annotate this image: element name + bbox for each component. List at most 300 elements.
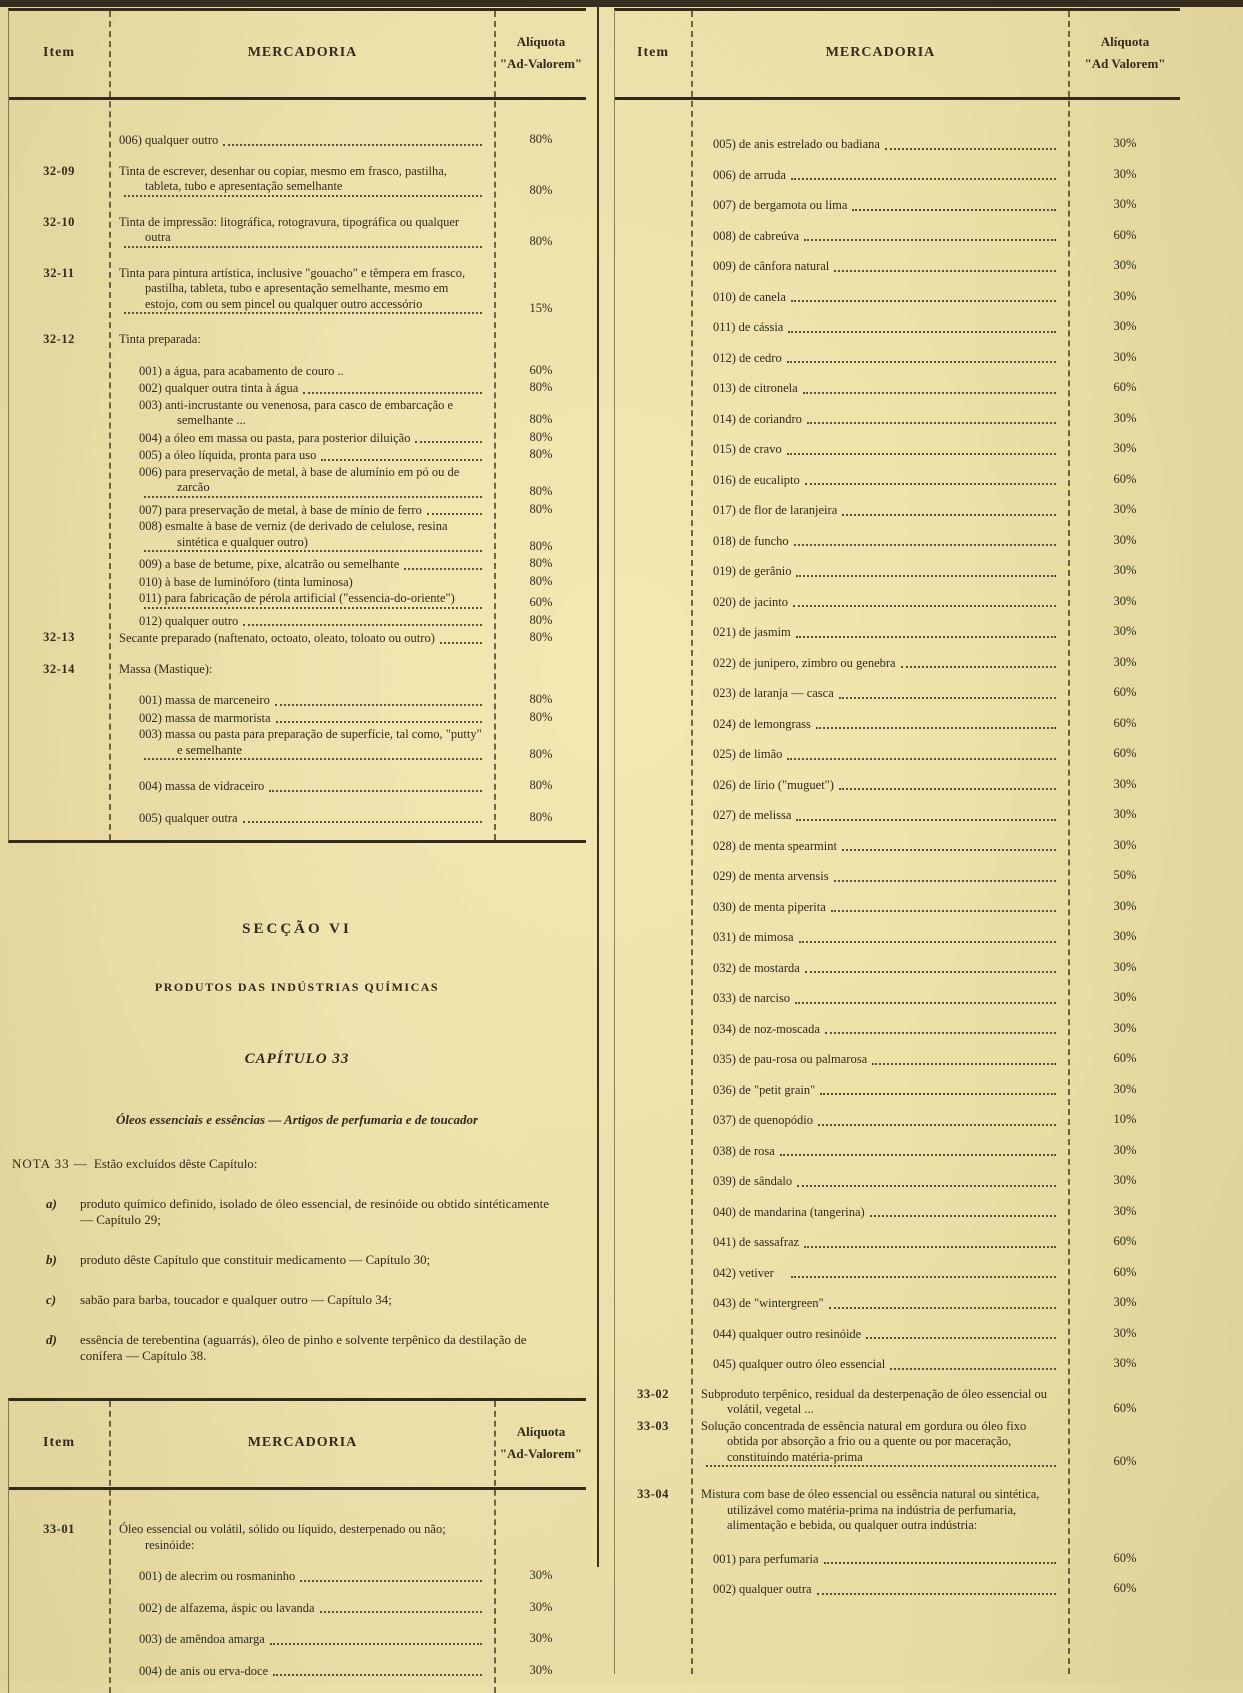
dotted-leader bbox=[820, 1093, 1056, 1095]
item-code bbox=[9, 778, 109, 795]
dotted-leader bbox=[787, 361, 1056, 363]
table-row bbox=[615, 868, 1180, 885]
table-row bbox=[9, 1522, 586, 1553]
table-row bbox=[615, 1265, 1180, 1282]
dotted-leader bbox=[793, 605, 1056, 607]
merchandise-label: 030) de menta piperita bbox=[713, 899, 826, 914]
column-rule bbox=[494, 1401, 496, 1693]
rate-value: 30% bbox=[1113, 1295, 1137, 1309]
merchandise-text bbox=[691, 289, 1070, 306]
merchandise-label: 008) de cabreúva bbox=[713, 228, 800, 243]
table-row bbox=[9, 519, 586, 555]
rate-value: 30% bbox=[1113, 959, 1137, 974]
rate-value: 80% bbox=[529, 132, 553, 146]
dotted-leader bbox=[269, 790, 482, 792]
merchandise-label: Solução concentrada de essência natural em gordura ou óleo fixo obtida por absorção a frio ou a quente ou por maceração, constituindo matéria-prima bbox=[701, 1418, 1027, 1464]
merchandise-label: 012) qualquer outro bbox=[139, 613, 239, 628]
rate-value: 30% bbox=[1113, 319, 1137, 333]
dotted-leader bbox=[415, 441, 482, 443]
scan-top-band bbox=[0, 0, 1243, 7]
merchandise-text bbox=[691, 1173, 1070, 1190]
table-row bbox=[9, 556, 586, 573]
column-rule bbox=[109, 1401, 111, 1693]
merchandise-label: 032) de mostarda bbox=[713, 960, 800, 975]
item-code bbox=[615, 502, 691, 519]
rate-value: 30% bbox=[1113, 532, 1137, 547]
merchandise-text bbox=[691, 441, 1070, 458]
merchandise-text bbox=[691, 1487, 1070, 1534]
merchandise-label: 024) de lemongrass bbox=[713, 716, 811, 731]
column-rule bbox=[109, 11, 111, 840]
merchandise-label: 003) massa ou pasta para preparação de superfície, tal como, "putty" e semelhante bbox=[139, 727, 482, 757]
table-header bbox=[9, 1401, 586, 1490]
rate-value: 80% bbox=[529, 429, 553, 444]
table-row bbox=[615, 1581, 1180, 1598]
item-code bbox=[9, 1663, 109, 1680]
dotted-leader bbox=[885, 148, 1056, 150]
dotted-leader bbox=[427, 513, 482, 515]
dotted-leader bbox=[870, 1215, 1056, 1217]
merchandise-label: 014) de coriandro bbox=[713, 411, 802, 426]
rate-value: 30% bbox=[1113, 166, 1137, 181]
merchandise-label: 010) à base de luminóforo (tinta luminosa) bbox=[139, 574, 353, 589]
table-row bbox=[615, 1487, 1180, 1534]
item-code bbox=[615, 228, 691, 245]
column-divider bbox=[597, 7, 599, 1567]
dotted-leader bbox=[866, 1337, 1056, 1339]
merchandise-text bbox=[109, 430, 496, 447]
table-row bbox=[615, 655, 1180, 672]
item-code: 32-09 bbox=[43, 163, 75, 178]
merchandise-label: 026) de lírio ("muguet") bbox=[713, 777, 834, 792]
rate-value: 30% bbox=[1113, 258, 1137, 272]
merchandise-label: Tinta de escrever, desenhar ou copiar, mesmo em frasco, pastilha, tableta, tubo e apresentação semelhante bbox=[119, 163, 447, 193]
merchandise-text bbox=[109, 778, 496, 795]
item-code bbox=[615, 289, 691, 306]
dotted-leader bbox=[440, 642, 482, 644]
table-row bbox=[615, 197, 1180, 214]
nota-label: NOTA 33 — bbox=[12, 1156, 88, 1171]
dotted-leader bbox=[818, 1124, 1056, 1126]
table-row bbox=[615, 228, 1180, 245]
col-header-aliquota bbox=[1070, 31, 1180, 75]
rate-value: 60% bbox=[1113, 1234, 1137, 1248]
merchandise-label: 037) de quenopódio bbox=[713, 1113, 813, 1127]
item-code bbox=[615, 441, 691, 458]
item-code bbox=[615, 1326, 691, 1343]
item-code bbox=[615, 1265, 691, 1282]
rate-value: 30% bbox=[1113, 1020, 1137, 1035]
merchandise-text bbox=[109, 1631, 496, 1648]
merchandise-text bbox=[109, 465, 496, 501]
note-text: essência de terebentina (aguarrás), óleo de pinho e solvente terpênico da destilação de conífera — Capítulo 38. bbox=[80, 1332, 527, 1363]
rate-value: 30% bbox=[529, 1599, 553, 1614]
dotted-leader bbox=[780, 1154, 1056, 1156]
rate-value: 30% bbox=[1113, 654, 1137, 669]
dotted-leader bbox=[791, 1276, 1056, 1278]
merchandise-label: 021) de jasmim bbox=[713, 625, 791, 639]
dotted-leader bbox=[787, 453, 1056, 455]
merchandise-text bbox=[109, 519, 496, 555]
rate-value: 60% bbox=[529, 362, 553, 377]
item-code bbox=[9, 519, 109, 555]
merchandise-label: 005) qualquer outra bbox=[139, 810, 238, 825]
dotted-leader bbox=[788, 331, 1056, 333]
merchandise-label: 001) a água, para acabamento de couro .. bbox=[139, 363, 344, 378]
merchandise-label: Subproduto terpênico, residual da desterpenação de óleo essencial ou volátil, vegetal ... bbox=[701, 1386, 1048, 1416]
merchandise-label: 012) de cedro bbox=[713, 350, 782, 365]
merchandise-label: Massa (Mastique): bbox=[119, 661, 213, 676]
merchandise-label: Tinta de impressão: litográfica, rotogravura, tipográfica ou qualquer outra bbox=[119, 214, 460, 244]
item-code bbox=[615, 960, 691, 977]
merchandise-text bbox=[109, 332, 496, 348]
merchandise-label: 005) de anis estrelado ou badiana bbox=[713, 137, 880, 151]
rate-value: 60% bbox=[1113, 1401, 1137, 1415]
item-code bbox=[9, 574, 109, 591]
item-code bbox=[615, 136, 691, 153]
merchandise-text bbox=[109, 692, 496, 709]
item-code bbox=[9, 447, 109, 464]
dotted-leader bbox=[872, 1063, 1056, 1065]
aliquota-line2: "Ad Valorem" bbox=[1084, 56, 1166, 71]
col-header-aliquota bbox=[496, 31, 586, 75]
merchandise-text bbox=[109, 398, 496, 429]
rate-value: 60% bbox=[529, 595, 553, 609]
table-row bbox=[615, 807, 1180, 824]
dotted-leader bbox=[803, 392, 1056, 394]
merchandise-text bbox=[109, 266, 496, 318]
dotted-leader bbox=[805, 971, 1056, 973]
table-row bbox=[9, 591, 586, 612]
dotted-leader bbox=[144, 607, 482, 609]
merchandise-label: 003) de amêndoa amarga bbox=[139, 1632, 265, 1646]
merchandise-label: 007) para preservação de metal, à base de mínio de ferro bbox=[139, 502, 422, 517]
item-code bbox=[615, 1051, 691, 1068]
dotted-leader bbox=[796, 819, 1056, 821]
item-code bbox=[615, 1204, 691, 1221]
merchandise-label: 006) qualquer outro bbox=[119, 133, 219, 147]
dotted-leader bbox=[805, 483, 1056, 485]
rate-value: 30% bbox=[1113, 197, 1137, 211]
item-code bbox=[615, 990, 691, 1007]
item-code bbox=[9, 363, 109, 380]
dotted-leader bbox=[270, 1643, 482, 1645]
section-title: SECÇÃO VI bbox=[242, 921, 352, 937]
table-row bbox=[615, 746, 1180, 763]
dotted-leader bbox=[842, 849, 1056, 851]
dotted-leader bbox=[124, 246, 482, 248]
item-code: 32-10 bbox=[43, 214, 75, 229]
merchandise-label: 006) para preservação de metal, à base de alumínio em pó ou de zarcão bbox=[139, 464, 460, 494]
merchandise-label: 001) para perfumaria bbox=[713, 1551, 819, 1566]
rate-value: 30% bbox=[1113, 349, 1137, 364]
dotted-leader bbox=[852, 209, 1056, 211]
rate-value: 30% bbox=[1113, 441, 1137, 455]
item-code: 33-04 bbox=[637, 1487, 669, 1501]
merchandise-label: 041) de sassafraz bbox=[713, 1235, 800, 1249]
table-row bbox=[9, 1568, 586, 1585]
table-body bbox=[9, 100, 586, 840]
rate-value: 80% bbox=[529, 809, 553, 824]
item-code bbox=[9, 613, 109, 630]
merchandise-text bbox=[109, 1663, 496, 1680]
table-row bbox=[615, 1326, 1180, 1343]
aliquota-line1: Alíquota bbox=[516, 33, 566, 49]
left-column bbox=[8, 8, 586, 1678]
merchandise-label: 002) qualquer outra tinta à água bbox=[139, 381, 299, 395]
table-row bbox=[615, 1551, 1180, 1568]
item-code bbox=[9, 692, 109, 709]
merchandise-label: 008) esmalte à base de verniz (de derivado de celulose, resina sintética e qualquer outro) bbox=[139, 519, 448, 549]
rate-value: 30% bbox=[1113, 837, 1137, 852]
rate-value: 80% bbox=[529, 484, 553, 498]
column-rule bbox=[1068, 11, 1070, 1674]
table-row bbox=[9, 266, 586, 318]
rate-value: 30% bbox=[529, 1631, 553, 1645]
merchandise-text bbox=[109, 132, 496, 149]
dotted-leader bbox=[816, 727, 1056, 729]
dotted-leader bbox=[817, 1593, 1056, 1595]
merchandise-label: 027) de melissa bbox=[713, 808, 792, 822]
merchandise-text bbox=[691, 807, 1070, 824]
table-row bbox=[9, 662, 586, 678]
table-row bbox=[615, 289, 1180, 306]
col-header-mercadoria: MERCADORIA bbox=[825, 45, 936, 60]
item-code bbox=[615, 655, 691, 672]
rate-value: 30% bbox=[1113, 807, 1137, 821]
item-code bbox=[615, 319, 691, 336]
table-row bbox=[615, 1234, 1180, 1251]
rate-value bbox=[1070, 1533, 1180, 1534]
tariff-table-right bbox=[614, 8, 1180, 1674]
merchandise-text bbox=[691, 716, 1070, 733]
dotted-leader bbox=[144, 550, 482, 552]
merchandise-label: 013) de citronela bbox=[713, 381, 798, 395]
merchandise-text bbox=[691, 1419, 1070, 1471]
nota-line bbox=[12, 1156, 582, 1172]
merchandise-label: Secante preparado (naftenato, octoato, oleato, toloato ou outro) bbox=[119, 631, 435, 645]
item-code bbox=[615, 563, 691, 580]
dotted-leader bbox=[799, 941, 1056, 943]
rate-value: 80% bbox=[529, 612, 553, 627]
table-row bbox=[9, 613, 586, 630]
merchandise-label: 011) para fabricação de pérola artificial ("essencia-do-oriente") bbox=[139, 591, 455, 605]
chapter-subject: Óleos essenciais e essências — Artigos de perfumaria e de toucador bbox=[115, 1112, 479, 1127]
item-code: 33-02 bbox=[637, 1386, 669, 1401]
dotted-leader bbox=[303, 392, 482, 394]
merchandise-text bbox=[109, 363, 496, 380]
table-row bbox=[615, 533, 1180, 550]
dotted-leader bbox=[404, 568, 482, 570]
rate-value: 80% bbox=[529, 573, 553, 588]
merchandise-label: 038) de rosa bbox=[713, 1143, 775, 1158]
aliquota-line1: Alíquota bbox=[516, 1423, 566, 1439]
merchandise-text bbox=[691, 929, 1070, 946]
rate-value: 60% bbox=[1113, 1264, 1137, 1279]
rate-value: 30% bbox=[1113, 136, 1137, 150]
merchandise-text bbox=[691, 1295, 1070, 1312]
note-item-d bbox=[12, 1332, 582, 1364]
dotted-leader bbox=[276, 721, 482, 723]
merchandise-label: 001) massa de marceneiro bbox=[139, 693, 270, 707]
merchandise-text bbox=[109, 727, 496, 763]
rate-value: 60% bbox=[1113, 471, 1137, 486]
col-header-item: Item bbox=[43, 1435, 75, 1450]
rate-value: 30% bbox=[529, 1568, 553, 1582]
merchandise-text bbox=[691, 1021, 1070, 1038]
merchandise-label: 004) massa de vidraceiro bbox=[139, 779, 265, 793]
item-code bbox=[9, 430, 109, 447]
item-code bbox=[9, 727, 109, 763]
merchandise-text bbox=[691, 350, 1070, 367]
col-header-item: Item bbox=[43, 45, 75, 60]
item-code bbox=[615, 533, 691, 550]
rate-value: 80% bbox=[529, 538, 553, 553]
item-code: 32-14 bbox=[43, 661, 75, 676]
merchandise-text bbox=[691, 228, 1070, 245]
merchandise-label: Tinta para pintura artística, inclusive "gouacho" e têmpera em frasco, pastilha, tableta, tubo e apresentação semelhante, mesmo em estojo, com ou sem pincel ou qualquer outro accessório bbox=[119, 265, 466, 311]
note-text: sabão para barba, toucador e qualquer outro — Capítulo 34; bbox=[80, 1292, 392, 1307]
merchandise-label: 025) de limão bbox=[713, 747, 783, 761]
col-header-aliquota bbox=[496, 1421, 586, 1465]
merchandise-text bbox=[691, 838, 1070, 855]
table-header bbox=[615, 11, 1180, 100]
item-code bbox=[615, 472, 691, 489]
item-code bbox=[615, 1021, 691, 1038]
merchandise-text bbox=[691, 1265, 1070, 1282]
merchandise-label: 001) de alecrim ou rosmaninho bbox=[139, 1569, 296, 1583]
dotted-leader bbox=[794, 544, 1056, 546]
item-code bbox=[615, 807, 691, 824]
merchandise-text bbox=[691, 868, 1070, 885]
merchandise-text bbox=[691, 990, 1070, 1007]
table-row bbox=[615, 838, 1180, 855]
merchandise-text bbox=[691, 1112, 1070, 1129]
item-code bbox=[9, 591, 109, 612]
note-label: b) bbox=[46, 1252, 57, 1267]
merchandise-text bbox=[691, 411, 1070, 428]
dotted-leader bbox=[321, 459, 482, 461]
table-row bbox=[615, 1051, 1180, 1068]
merchandise-label: 007) de bergamota ou lima bbox=[713, 198, 848, 212]
merchandise-label: 034) de noz-moscada bbox=[713, 1021, 820, 1036]
chapter-title: CAPÍTULO 33 bbox=[244, 1051, 350, 1067]
merchandise-label: 004) de anis ou erva-doce bbox=[139, 1663, 269, 1678]
dotted-leader bbox=[890, 1368, 1056, 1370]
rate-value: 80% bbox=[529, 447, 553, 461]
rate-value: 30% bbox=[1113, 1325, 1137, 1340]
merchandise-text bbox=[109, 1522, 496, 1553]
dotted-leader bbox=[706, 1465, 1056, 1467]
dotted-leader bbox=[796, 575, 1056, 577]
table-row bbox=[9, 710, 586, 727]
dotted-leader bbox=[124, 195, 482, 197]
item-code bbox=[615, 1356, 691, 1373]
item-code bbox=[615, 1173, 691, 1190]
table-row bbox=[615, 1143, 1180, 1160]
table-row bbox=[615, 258, 1180, 275]
item-code bbox=[615, 624, 691, 641]
rate-value: 60% bbox=[1113, 380, 1137, 394]
merchandise-text bbox=[109, 502, 496, 519]
col-header-mercadoria: MERCADORIA bbox=[247, 1435, 358, 1450]
table-body bbox=[615, 100, 1180, 1612]
table-header bbox=[9, 11, 586, 100]
merchandise-text bbox=[109, 1568, 496, 1585]
table-row bbox=[615, 990, 1180, 1007]
dotted-leader bbox=[787, 758, 1056, 760]
item-code: 33-03 bbox=[637, 1418, 669, 1433]
table-row bbox=[9, 630, 586, 647]
merchandise-label: 004) a óleo em massa ou pasta, para posterior diluição bbox=[139, 430, 411, 445]
rate-value: 80% bbox=[529, 556, 553, 570]
table-row bbox=[615, 716, 1180, 733]
table-row bbox=[615, 1295, 1180, 1312]
rate-value: 80% bbox=[529, 380, 553, 394]
item-code bbox=[615, 411, 691, 428]
merchandise-text bbox=[691, 1204, 1070, 1221]
rate-value: 30% bbox=[1113, 624, 1137, 638]
note-label: d) bbox=[46, 1332, 57, 1347]
item-code: 32-12 bbox=[43, 332, 75, 346]
merchandise-text bbox=[109, 215, 496, 251]
merchandise-text bbox=[691, 899, 1070, 916]
table-row bbox=[615, 1204, 1180, 1221]
merchandise-label: 043) de "wintergreen" bbox=[713, 1296, 824, 1310]
merchandise-label: 009) de cânfora natural bbox=[713, 259, 830, 273]
dotted-leader bbox=[825, 1032, 1056, 1034]
merchandise-text bbox=[691, 502, 1070, 519]
table-body bbox=[9, 1490, 586, 1693]
nota-text: Estão excluídos dêste Capítulo: bbox=[93, 1156, 258, 1171]
table-row bbox=[9, 692, 586, 709]
merchandise-label: 031) de mimosa bbox=[713, 930, 794, 944]
merchandise-label: 003) anti-incrustante ou venenosa, para casco de embarcação e semelhante ... bbox=[139, 397, 454, 427]
merchandise-text bbox=[691, 1326, 1070, 1343]
dotted-leader bbox=[839, 788, 1056, 790]
item-code bbox=[615, 1112, 691, 1129]
rate-value: 80% bbox=[529, 746, 553, 761]
column-rule bbox=[691, 11, 693, 1674]
rate-value bbox=[496, 676, 586, 677]
item-code: 33-01 bbox=[43, 1522, 75, 1536]
table-row bbox=[615, 411, 1180, 428]
dotted-leader bbox=[797, 1185, 1056, 1187]
rate-value: 80% bbox=[529, 234, 553, 248]
table-row bbox=[9, 132, 586, 149]
item-code bbox=[615, 197, 691, 214]
table-row bbox=[9, 778, 586, 795]
merchandise-text bbox=[691, 777, 1070, 794]
merchandise-text bbox=[691, 258, 1070, 275]
merchandise-text bbox=[691, 1082, 1070, 1099]
table-row bbox=[615, 350, 1180, 367]
merchandise-text bbox=[691, 167, 1070, 184]
merchandise-label: 020) de jacinto bbox=[713, 594, 788, 609]
table-row bbox=[615, 1021, 1180, 1038]
merchandise-text bbox=[691, 319, 1070, 336]
merchandise-text bbox=[691, 960, 1070, 977]
item-code bbox=[615, 380, 691, 397]
rate-value: 60% bbox=[1113, 715, 1137, 730]
note-text: produto químico definido, isolado de óleo essencial, de resinóide ou obtido sintéticamente — Capítulo 29; bbox=[80, 1196, 549, 1227]
right-column bbox=[614, 8, 1180, 1674]
table-row bbox=[9, 447, 586, 464]
dotted-leader bbox=[804, 1246, 1056, 1248]
item-code bbox=[615, 350, 691, 367]
dotted-leader bbox=[842, 514, 1056, 516]
col-header-mercadoria: MERCADORIA bbox=[247, 45, 358, 60]
